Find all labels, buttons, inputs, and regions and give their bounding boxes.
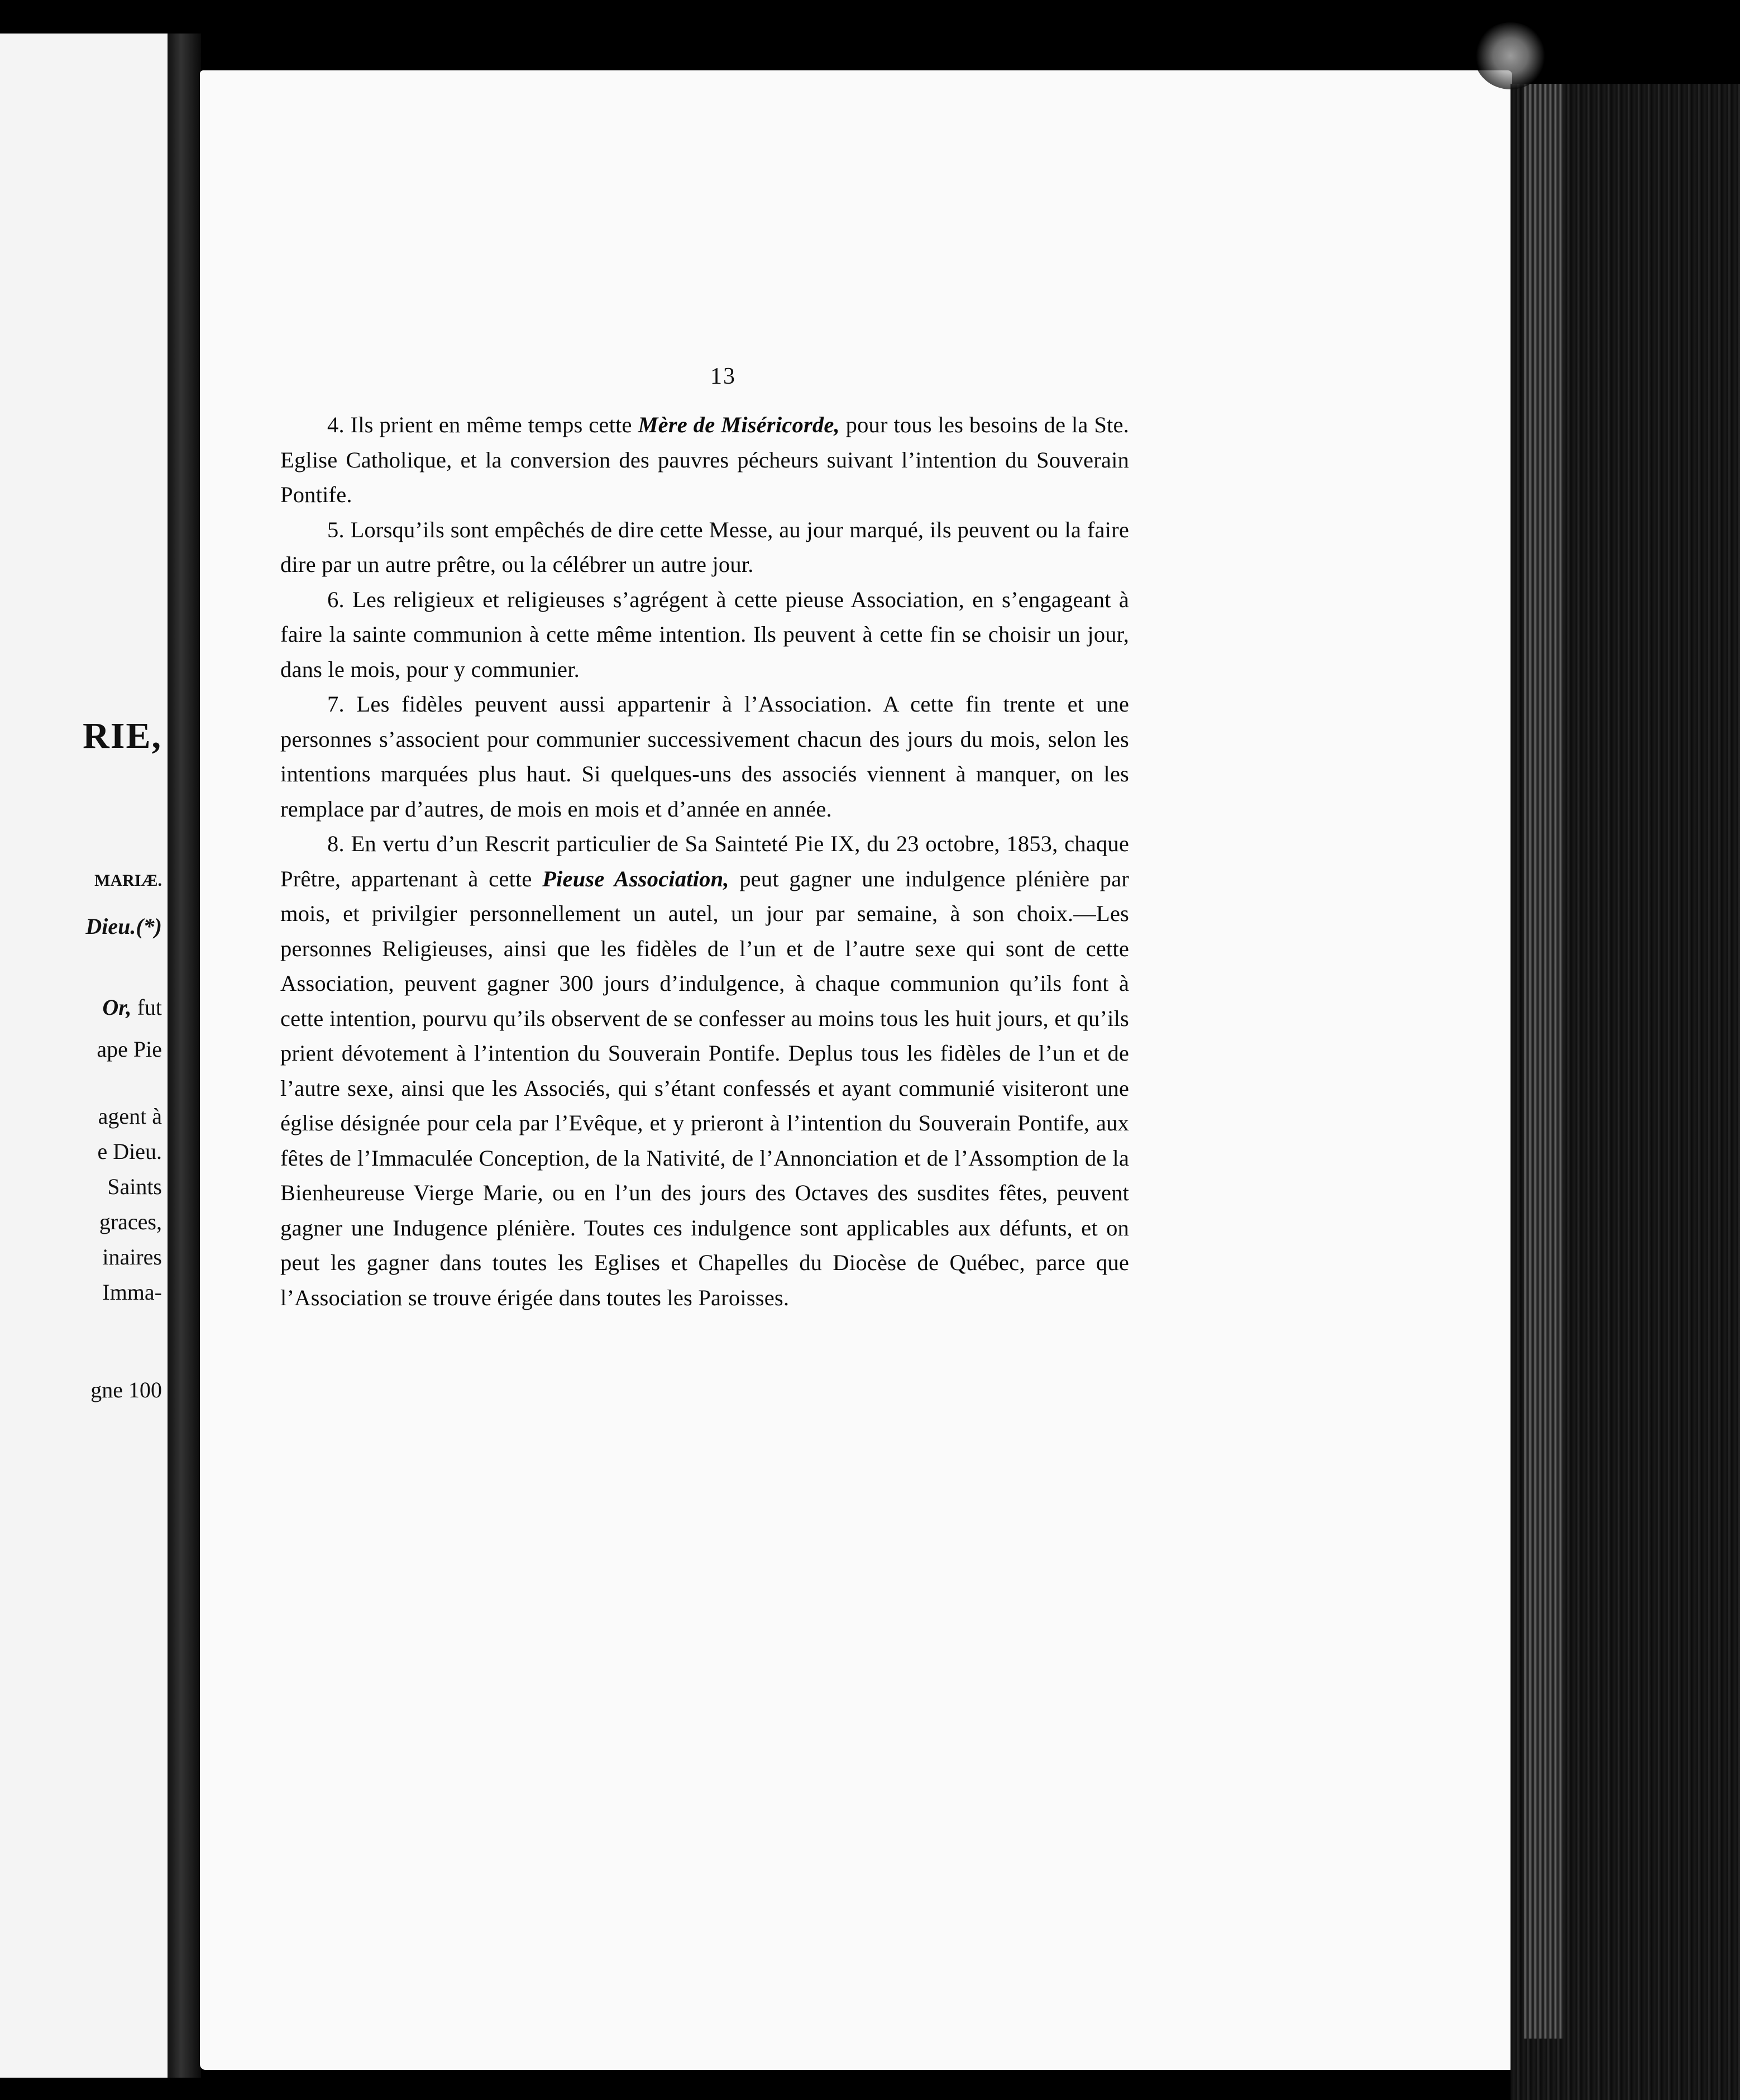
text-run: 4. Ils prient en même temps cette [327, 412, 638, 437]
italic-phrase: Pieuse Association, [542, 866, 729, 891]
text-run: 7. Les fidèles peuvent aussi appartenir à l’Association. A cette fin trente et une personnes s’associent pour communier successivement chacun des jours du mois, selon les intentions marquées plus haut. Si quelques-uns des associés viennent à manquer, on les remplace par d’autres, de mois en mois et d’année en année. [280, 691, 1129, 822]
body-text [280, 408, 1129, 1315]
left-page-fragment: ape Pie [97, 1037, 162, 1062]
paragraph [280, 827, 1129, 1315]
left-facing-page [0, 34, 171, 2078]
corner-damage [1474, 22, 1547, 89]
left-page-fragment: RIE, [83, 715, 162, 756]
left-page-fragment: Saints [107, 1174, 162, 1199]
left-page-fragment: agent à [98, 1104, 162, 1129]
italic-phrase: Mère de Miséricorde, [638, 412, 840, 437]
page-edges [1524, 84, 1564, 2039]
left-page-fragment: Dieu.(*) [85, 914, 162, 939]
text-run: 8. En vertu d’un Rescrit particulier de Sa Sainteté Pie IX, du 23 octobre, 1853, chaque Prêtre, appartenant à cette [280, 831, 1129, 891]
paragraph [280, 408, 1129, 513]
text-run: peut gagner une indulgence plénière par mois, et privilgier personnellement un autel, un jour par semaine, à son choix.—Les personnes Religieuses, ainsi que les fidèles de l’un et de l’autre sexe qui sont de cette Association, peuvent gagner 300 jours d’indulgence, à chaque communion qu’ils font à cette intention, pourvu qu’ils observent de se confesser au moins tous les huit jours, et qu’ils prient dévotement à l’intention du Souverain Pontife. Deplus tous les fidèles de l’un et de l’autre sexe, ainsi que les Associés, qui s’étant confessés et ayant communié visiteront une église désignée pour cela par l’Evêque, et y prieront à l’intention du Souverain Pontife, aux fêtes de l’Immaculée Conception, de la Nativité, de l’Annonciation et de l’Assomption de la Bienheureuse Vierge Marie, ou en l’un des jours des Octaves des susdites fêtes, peuvent gagner une Indugence plénière. Toutes ces indulgence sont applicables aux défunts, et on peut les gagner dans toutes les Eglises et Chapelles du Diocèse de Québec, parce que l’Association se trouve érigée dans toutes les Paroisses. [280, 866, 1129, 1310]
paragraph [280, 513, 1129, 583]
paragraph [280, 687, 1129, 827]
paragraph [280, 583, 1129, 688]
book-gutter [168, 34, 201, 2078]
left-page-fragment: e Dieu. [97, 1139, 162, 1164]
left-page-fragment: MARIÆ. [94, 871, 162, 890]
left-page-fragment: graces, [99, 1209, 162, 1234]
left-page-fragment: gne 100 [90, 1377, 162, 1402]
page-number: 13 [710, 364, 736, 389]
text-run: pour tous les besoins de la Ste. Eglise Catholique, et la conversion des pauvres pécheurs suivant l’intention du Souverain Pontife. [280, 412, 1130, 507]
text-run: 5. Lorsqu’ils sont empêchés de dire cette Messe, au jour marqué, ils peuvent ou la faire dire par un autre prêtre, ou la célébrer un autre jour. [280, 517, 1129, 577]
left-page-fragment: Or, fut [102, 995, 162, 1020]
left-page-fragment: Imma- [102, 1280, 162, 1305]
text-run: 6. Les religieux et religieuses s’agrégent à cette pieuse Association, en s’engageant à faire la sainte communion à cette même intention. Ils peuvent à cette fin se choisir un jour, dans le mois, pour y communier. [280, 586, 1129, 682]
left-page-fragment: inaires [102, 1244, 162, 1269]
